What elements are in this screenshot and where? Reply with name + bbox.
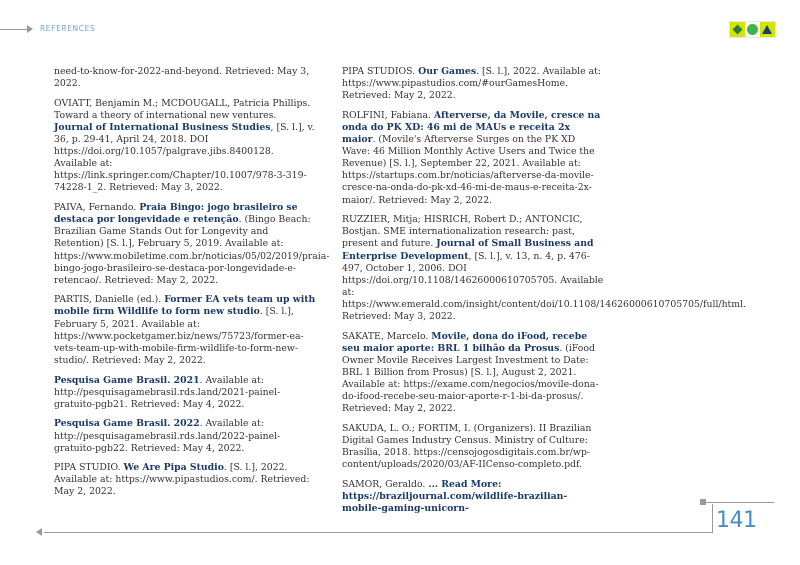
reference-entry: PARTIS, Danielle (ed.). Former EA vets team up with mobile firm Wildlife to form new studio. [S. l.], February 5, 2021. Available at: https://www.pocketgamer.biz/news/75723/former-ea-vets-team-up-with-mobile-firm-wildlife-to-form-new-studio/. Retrieved: May 2, 2022.: [54, 294, 316, 366]
reference-entry: Pesquisa Game Brasil. 2022. Available at: http://pesquisagamebrasil.rds.land/2022-painel-gratuito-pgb22. Retrieved: May 4, 2022.: [54, 418, 281, 454]
section-label: REFERENCES: [40, 24, 96, 33]
references-right-column: [342, 66, 747, 523]
reference-entry: Pesquisa Game Brasil. 2021. Available at: http://pesquisagamebrasil.rds.land/2021-painel-gratuito-pgb21. Retrieved: May 4, 2022.: [54, 374, 281, 410]
footer-rule: [44, 532, 712, 533]
reference-entry: PAIVA, Fernando. Praia Bingo: jogo brasileiro se destaca por longevidade e retenção. (Bingo Beach: Brazilian Game Stands Out for Longevity and Retention) [S. l.], February 5, 2019. Available at: https://www.mobiletime.com.br/noticias/05/02/2019/praia-bingo-jogo-brasileiro-se-destaca-por-longevidade-e-retencao/. Retrieved: May 2, 2022.: [54, 202, 330, 286]
reference-entry: need-to-know-for-2022-and-beyond. Retrieved: May 3, 2022.: [54, 66, 310, 90]
reference-entry: RUZZIER, Mitja; HISRICH, Robert D.; ANTONCIC, Bostjan. SME internationalization research: past, present and future. Journal of Small Business and Enterprise Development, [S. l.], v. 13, n. 4, p. 476-497, October 1, 2006. DOI https://doi.org/10.1108/14626000610705705. Available at: https://www.emerald.com/insight/content/doi/10.1108/14626000610705705/full/html. Retrieved: May 3, 2022.: [342, 214, 747, 322]
reference-entry: PIPA STUDIO. We Are Pipa Studio. [S. l.], 2022. Available at: https://www.pipastudios.com/. Retrieved: May 2, 2022.: [54, 462, 310, 498]
reference-entry: SAMOR, Geraldo. ... Read More: https://braziljournal.com/wildlife-brazilian-mobile-gaming-unicorn-: [342, 478, 568, 515]
reference-entry: SAKUDA, L. O.; FORTIM, I. (Organizers). II Brazilian Digital Games Industry Census. Ministry of Culture: Brasília, 2018. https://censojogosdigitais.com.br/wp-content/uploads/2020/03/AF-IICenso-completo.pdf.: [342, 422, 592, 471]
reference-entry: PIPA STUDIOS. Our Games. [S. l.], 2022. Available at: https://www.pipastudios.com/#ourGamesHome. Retrieved: May 2, 2022.: [342, 66, 601, 102]
triangle-icon: [760, 22, 775, 37]
page-number: 141: [716, 508, 757, 533]
footer-rule-vertical: [712, 504, 713, 533]
circle-icon: [745, 22, 760, 37]
arrow-right-icon: [27, 25, 33, 33]
diamond-icon: [730, 22, 745, 37]
reference-entry: SAKATE, Marcelo. Movile, dona do iFood, recebe seu maior aporte: BRL 1 bilhão da Prosus. (iFood Owner Movile Receives Largest Investment to Date: BRL 1 Billion from Prosus) [S. l.], August 2, 2021. Available at: https://exame.com/negocios/movile-dona-do-ifood-recebe-seu-maior-aporte-r-1-bi-da-prosus/. Retrieved: May 2, 2022.: [342, 330, 599, 415]
footer-rule-top: [704, 502, 774, 503]
brand-logo: [729, 21, 776, 38]
reference-entry: ROLFINI, Fabiana. Afterverse, da Movile, cresce na onda do PK XD: 46 mi de MAUs e receita 2x maior. (Movile's Afterverse Surges on the PK XD Wave: 46 Million Monthly Active Users and Twice the Revenue) [S. l.], September 22, 2021. Available at: https://startups.com.br/noticias/afterverse-da-movile-cresce-na-onda-do-pk-xd-46-mi-de-maus-e-receita-2x-maior/. Retrieved: May 2, 2022.: [342, 109, 601, 206]
references-left-column: [54, 66, 330, 506]
header-rule: [0, 29, 28, 30]
footer-marker: [700, 499, 706, 505]
arrow-left-icon: [36, 528, 42, 536]
reference-entry: OVIATT, Benjamin M.; MCDOUGALL, Patricia Phillips. Toward a theory of international new ventures. Journal of International Business Studies, [S. l.], v. 36, p. 29-41, April 24, 2018. DOI https://doi.org/10.1057/palgrave.jibs.8400128. Available at: https://link.springer.com/Chapter/10.1007/978-3-319-74228-1_2. Retrieved: May 3, 2022.: [54, 97, 315, 194]
